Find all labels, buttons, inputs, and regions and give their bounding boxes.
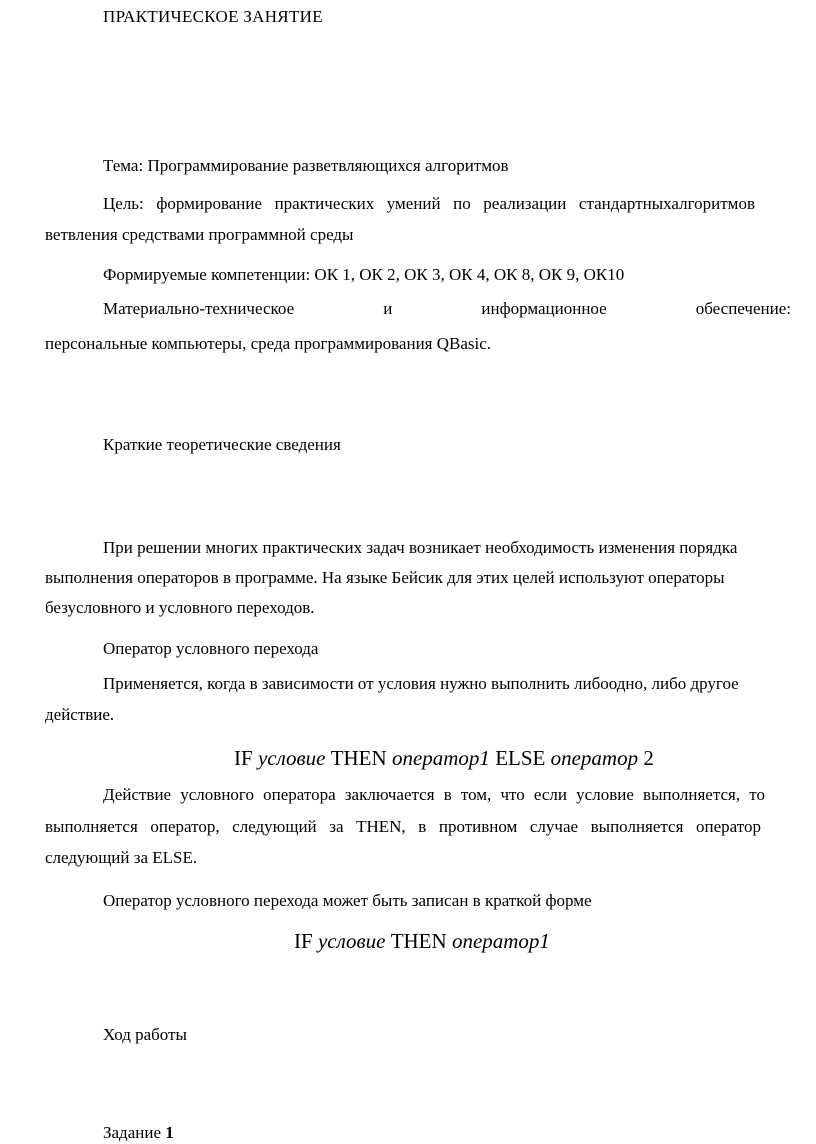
cond: условие — [257, 746, 326, 770]
action-line-1 — [103, 784, 765, 806]
short-form-text: Оператор условного перехода может быть записан в краткой форме — [103, 891, 592, 910]
formula-short — [294, 928, 550, 954]
competencies-line: Формируемые компетенции: ОК 1, ОК 2, ОК 3, ОК 4, ОК 8, ОК 9, ОК10 — [103, 265, 625, 284]
cond-heading: Оператор условного перехода — [103, 639, 319, 658]
word: умений — [386, 194, 441, 213]
word: THEN, — [356, 817, 406, 836]
word: в — [418, 817, 427, 836]
topic-text: Программирование разветвляющихся алгоритмов — [147, 156, 509, 175]
page-title: ПРАКТИЧЕСКОЕ ЗАНЯТИЕ — [103, 7, 323, 26]
kw-then: THEN — [390, 929, 447, 953]
word: что — [500, 785, 525, 804]
action-line-3: следующий за ELSE. — [45, 848, 198, 867]
word: по — [453, 194, 471, 213]
word: выполняется — [45, 817, 138, 836]
op2-num: 2 — [643, 746, 654, 770]
word: случае — [529, 817, 579, 836]
topic-line — [103, 155, 509, 177]
action-line-2 — [45, 816, 761, 838]
word: Действие — [103, 785, 172, 804]
word: практических — [274, 194, 375, 213]
word: формирование — [156, 194, 263, 213]
applies-line-2: действие. — [45, 705, 115, 724]
kw-if: IF — [234, 746, 253, 770]
intro-line-1: При решении многих практических задач возникает необходимость изменения порядка — [103, 538, 738, 557]
applies-line-1: Применяется, когда в зависимости от условия нужно выполнить либоодно, либо другое — [103, 674, 739, 693]
word: Материально-техническое — [103, 299, 295, 318]
intro-line-2: выполнения операторов в программе. На языке Бейсик для этих целей используют операторы — [45, 568, 725, 587]
work-heading: Ход работы — [103, 1025, 187, 1044]
kw-else: ELSE — [495, 746, 546, 770]
theory-heading: Краткие теоретические сведения — [103, 435, 341, 454]
word: выполняется — [590, 817, 684, 836]
task-heading — [103, 1122, 174, 1144]
word: том, — [460, 785, 492, 804]
word: оператор — [696, 817, 761, 836]
word: обеспечение: — [695, 299, 791, 318]
materials-line-2: персональные компьютеры, среда программирования QBasic. — [45, 334, 492, 353]
cond: условие — [317, 929, 386, 953]
intro-line-3: безусловного и условного переходов. — [45, 598, 315, 617]
goal-line-2: ветвления средствами программной среды — [45, 225, 354, 244]
op1: оператор1 — [451, 929, 550, 953]
kw-if: IF — [294, 929, 313, 953]
word: заключается — [344, 785, 435, 804]
word: следующий — [232, 817, 317, 836]
word: информационное — [481, 299, 607, 318]
word: выполняется, — [643, 785, 741, 804]
kw-then: THEN — [330, 746, 387, 770]
word: оператора — [263, 785, 336, 804]
word: за — [329, 817, 344, 836]
word: условного — [180, 785, 254, 804]
word: то — [749, 785, 765, 804]
word: в — [443, 785, 452, 804]
topic-label: Тема: — [103, 156, 144, 175]
word: условие — [576, 785, 634, 804]
goal-line-1 — [103, 193, 755, 215]
word: если — [533, 785, 567, 804]
word: стандартныхалгоритмов — [578, 194, 755, 213]
task-label: Задание — [103, 1123, 161, 1142]
op1: оператор1 — [391, 746, 490, 770]
goal-label: Цель: — [103, 194, 144, 213]
word: и — [383, 299, 393, 318]
word: реализации — [483, 194, 567, 213]
word: противном — [438, 817, 518, 836]
formula-full — [234, 745, 654, 771]
task-number: 1 — [165, 1123, 174, 1142]
op2: оператор — [550, 746, 639, 770]
materials-line-1 — [103, 298, 791, 320]
word: оператор, — [150, 817, 220, 836]
